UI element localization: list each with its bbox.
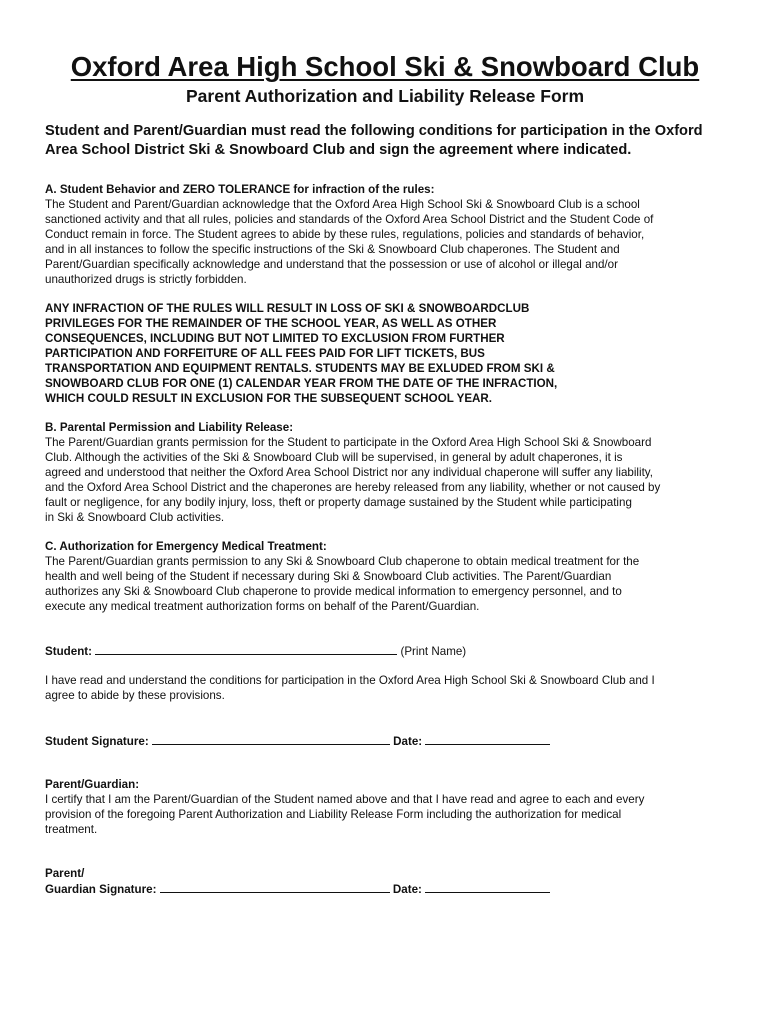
section-c-line: execute any medical treatment authorization forms on behalf of the Parent/Guardian. — [45, 600, 480, 613]
section-a-line: sanctioned activity and that all rules, policies and standards of the Oxford Area School District and the Student Code of — [45, 213, 654, 226]
section-b — [45, 420, 725, 525]
parent-line: provision of the foregoing Parent Authorization and Liability Release Form including the authorization for medical — [45, 808, 622, 821]
section-c-line: authorizes any Ski & Snowboard Club chaperone to provide medical information to emergency personnel, and to — [45, 585, 622, 598]
form-subtitle: Parent Authorization and Liability Release Form — [185, 86, 585, 106]
agreement-line: agree to abide by these provisions. — [45, 689, 225, 702]
infraction-warning — [45, 301, 725, 406]
section-b-line: in Ski & Snowboard Club activities. — [45, 511, 225, 524]
section-c — [45, 539, 725, 614]
parent-date-field[interactable] — [425, 881, 550, 893]
warning-line: PRIVILEGES FOR THE REMAINDER OF THE SCHOOL YEAR, AS WELL AS OTHER — [45, 317, 497, 330]
warning-line: TRANSPORTATION AND EQUIPMENT RENTALS. STUDENTS MAY BE EXLUDED FROM SKI & — [45, 362, 555, 375]
parent-signature-label: Guardian Signature: — [45, 883, 160, 896]
section-a-line: unauthorized drugs is strictly forbidden. — [45, 273, 247, 286]
section-a-line: and in all instances to follow the specific instructions of the Ski & Snowboard Club chaperones. The Student and — [45, 243, 620, 256]
student-date-label: Date: — [389, 735, 426, 748]
warning-line: WHICH COULD RESULT IN EXCLUSION FOR THE SUBSEQUENT SCHOOL YEAR. — [45, 392, 493, 405]
warning-line: SNOWBOARD CLUB FOR ONE (1) CALENDAR YEAR FROM THE DATE OF THE INFRACTION, — [45, 377, 558, 390]
parent-heading: Parent/Guardian: — [45, 778, 140, 791]
section-c-line: The Parent/Guardian grants permission to any Ski & Snowboard Club chaperone to obtain medical treatment for the — [45, 555, 640, 568]
student-signature-label: Student Signature: — [45, 735, 152, 748]
parent-section — [45, 777, 725, 837]
section-a-line: The Student and Parent/Guardian acknowledge that the Oxford Area High School Ski & Snowboard Club is a school — [45, 198, 640, 211]
student-name-field[interactable] — [95, 643, 397, 655]
warning-line: PARTICIPATION AND FORFEITURE OF ALL FEES PAID FOR LIFT TICKETS, BUS — [45, 347, 485, 360]
section-b-line: fault or negligence, for any bodily injury, loss, theft or property damage sustained by the Student while participating — [45, 496, 632, 509]
section-c-line: health and well being of the Student if necessary during Ski & Snowboard Club activities. The Parent/Guardian — [45, 570, 612, 583]
parent-signature-label-line1: Parent/ — [45, 867, 85, 880]
form-page — [45, 50, 725, 896]
section-b-line: The Parent/Guardian grants permission for the Student to participate in the Oxford Area High School Ski & Snowboard — [45, 436, 652, 449]
section-b-line: agreed and understood that neither the Oxford Area School District nor any individual chaperone will suffer any liability, — [45, 466, 653, 479]
parent-signature-field[interactable] — [160, 881, 390, 893]
section-b-line: and the Oxford Area School District and the chaperones are hereby released from any liability, whether or not caused by — [45, 481, 661, 494]
parent-date-label: Date: — [389, 883, 426, 896]
student-name-row — [45, 643, 725, 659]
section-a — [45, 182, 725, 287]
agreement-line: I have read and understand the conditions for participation in the Oxford Area High School Ski & Snowboard Club and I — [45, 674, 655, 687]
section-a-heading: A. Student Behavior and ZERO TOLERANCE for infraction of the rules: — [45, 183, 435, 196]
section-a-line: Conduct remain in force. The Student agrees to abide by these rules, regulations, policies and standards of behavior, — [45, 228, 645, 241]
section-b-heading: B. Parental Permission and Liability Release: — [45, 421, 294, 434]
section-c-heading: C. Authorization for Emergency Medical Treatment: — [45, 540, 327, 553]
section-b-line: Club. Although the activities of the Ski & Snowboard Club will be supervised, in general by adult chaperones, it is — [45, 451, 623, 464]
section-a-line: Parent/Guardian specifically acknowledge and understand that the possession or use of alcohol or illegal and/or — [45, 258, 618, 271]
parent-line: I certify that I am the Parent/Guardian of the Student named above and that I have read and agree to each and every — [45, 793, 645, 806]
print-name-note: (Print Name) — [397, 645, 467, 658]
warning-line: ANY INFRACTION OF THE RULES WILL RESULT IN LOSS OF SKI & SNOWBOARDCLUB — [45, 302, 530, 315]
student-date-field[interactable] — [425, 733, 550, 745]
intro-text: Student and Parent/Guardian must read the following conditions for participation in the Oxford Area School District Ski & Snowboard Club and sign the agreement where indicated. — [45, 123, 703, 158]
parent-signature-row — [45, 866, 725, 897]
form-title: Oxford Area High School Ski & Snowboard Club — [70, 51, 700, 82]
student-signature-row — [45, 733, 725, 749]
warning-line: CONSEQUENCES, INCLUDING BUT NOT LIMITED TO EXCLUSION FROM FURTHER — [45, 332, 505, 345]
student-signature-field[interactable] — [152, 733, 390, 745]
parent-line: treatment. — [45, 823, 98, 836]
student-name-label: Student: — [45, 645, 96, 658]
agreement-statement — [45, 673, 725, 703]
